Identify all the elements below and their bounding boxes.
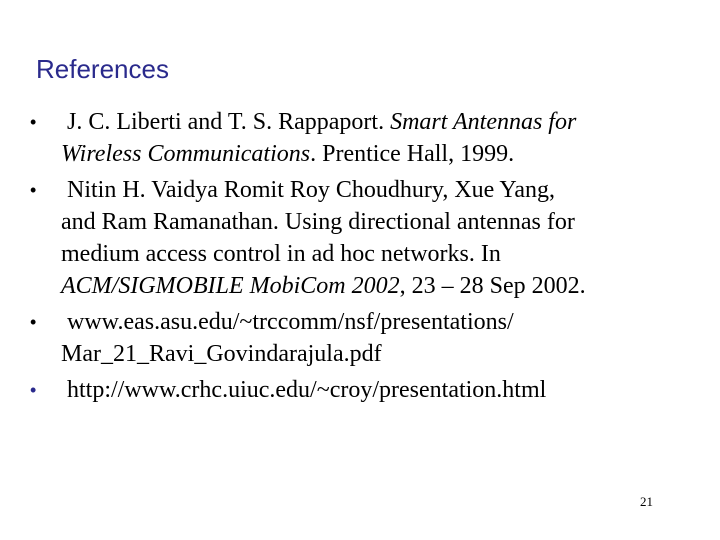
reference-item-1: [30, 106, 690, 170]
bullet: •: [30, 112, 37, 132]
reference-url-line: www.eas.asu.edu/~trccomm/nsf/presentations/: [67, 309, 514, 335]
reference-text: . Prentice Hall, 1999.: [310, 141, 515, 167]
bullet-blue: •: [30, 380, 37, 400]
reference-item-2: [30, 174, 690, 302]
reference-line: Nitin H. Vaidya Romit Roy Choudhury, Xue Yang,: [67, 177, 556, 203]
reference-line: and Ram Ramanathan. Using directional antennas for: [61, 209, 575, 235]
reference-title-italic: Smart Antennas for: [390, 109, 577, 135]
bullet: •: [30, 312, 37, 332]
reference-list: [30, 106, 690, 410]
page-number: 21: [640, 494, 653, 509]
reference-text: , 23 – 28 Sep 2002.: [399, 273, 586, 299]
reference-url-line: http://www.crhc.uiuc.edu/~croy/presentation.html: [67, 377, 547, 403]
reference-url-line: Mar_21_Ravi_Govindarajula.pdf: [61, 341, 382, 367]
reference-venue-italic: ACM/SIGMOBILE MobiCom 2002: [61, 273, 400, 299]
bullet: •: [30, 180, 37, 200]
slide-title: References: [36, 54, 169, 84]
reference-line: [61, 138, 690, 170]
reference-line: medium access control in ad hoc networks. In: [61, 241, 501, 267]
reference-line: [61, 270, 690, 302]
reference-item-4: [30, 374, 690, 406]
reference-line: [61, 106, 690, 138]
reference-item-3: [30, 306, 690, 370]
reference-text: J. C. Liberti and T. S. Rappaport.: [67, 109, 391, 135]
reference-title-italic: Wireless Communications: [61, 141, 311, 167]
